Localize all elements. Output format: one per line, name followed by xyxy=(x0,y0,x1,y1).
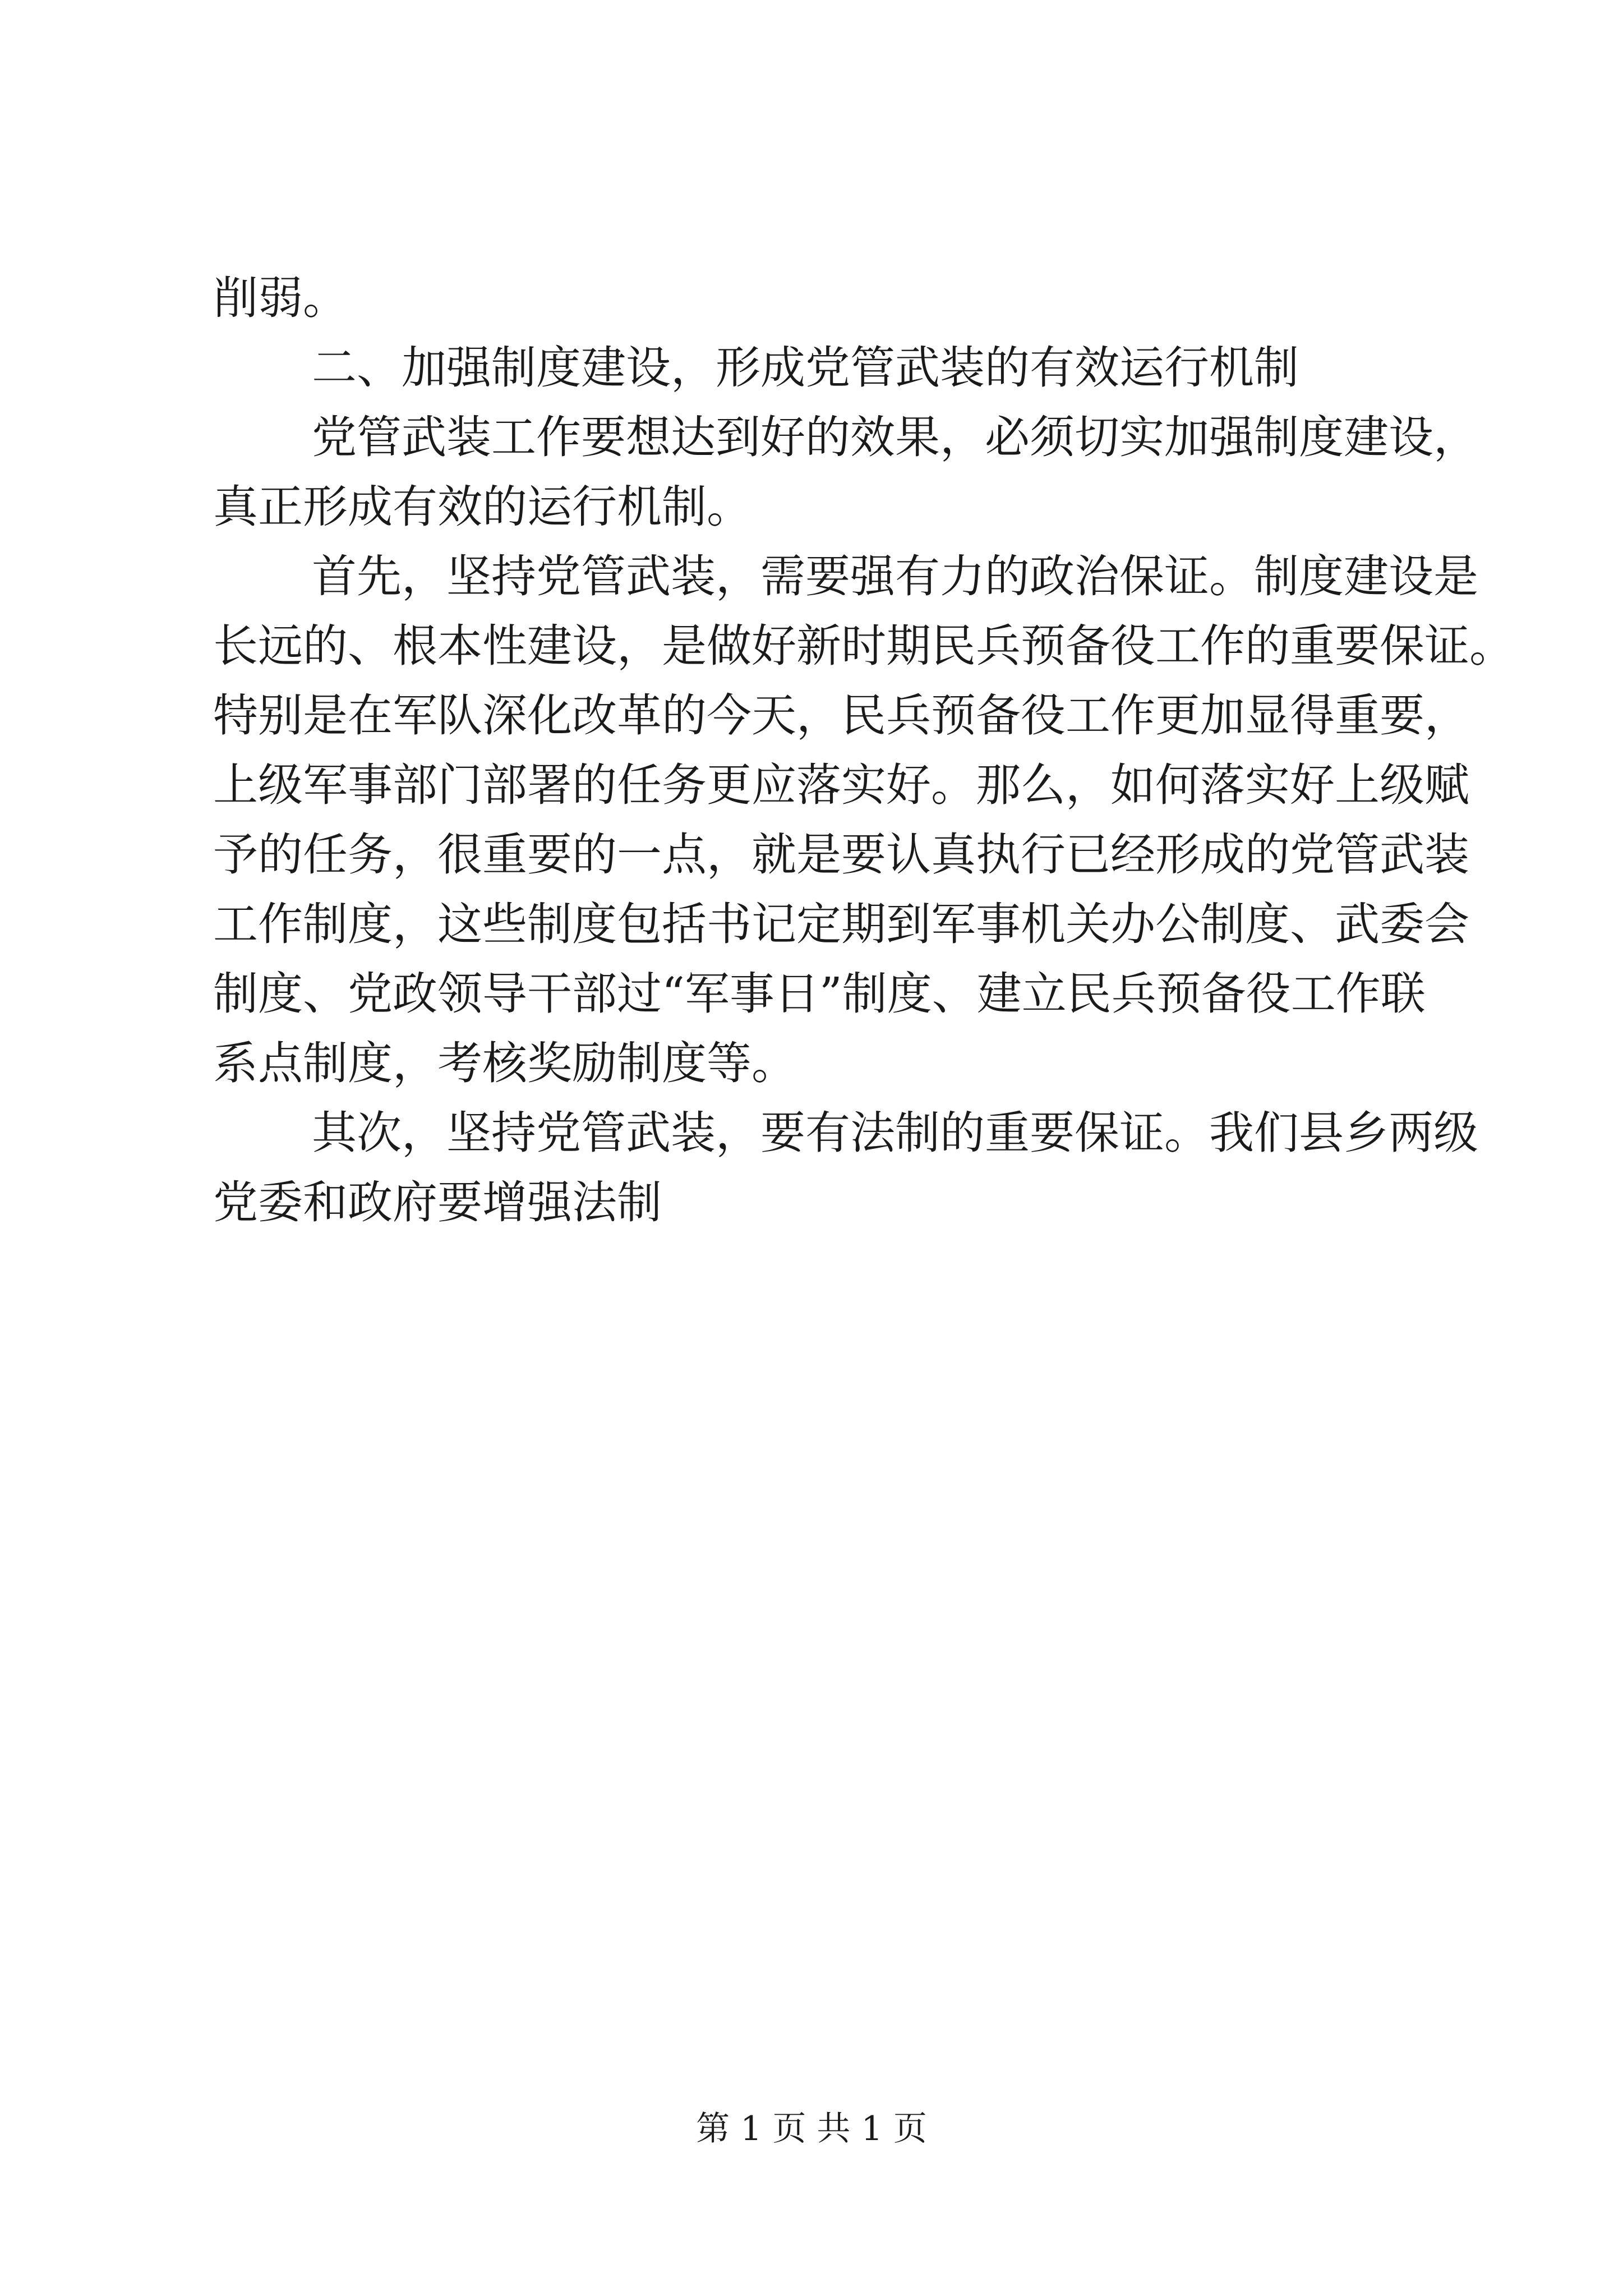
document-body xyxy=(213,264,1514,1237)
text-line: 真正形成有效的运行机制。 xyxy=(213,481,751,533)
page-footer: 第 1 页 共 1 页 xyxy=(696,2109,927,2148)
text-line: 特别是在军队深化改革的今天，民兵预备役工作更加显得重要， xyxy=(213,689,1469,742)
text-line: 制度、党政领导干部过“军事日”制度、建立民兵预备役工作联 xyxy=(213,968,1426,1020)
text-line: 上级军事部门部署的任务更应落实好。那么，如何落实好上级赋 xyxy=(213,759,1469,811)
text-line: 党委和政府要增强法制 xyxy=(213,1176,662,1228)
text-line: 长远的、根本性建设，是做好新时期民兵预备役工作的重要保证。 xyxy=(213,620,1514,672)
section-heading: 二、加强制度建设，形成党管武装的有效运行机制 xyxy=(312,342,1299,394)
text-line: 工作制度，这些制度包括书记定期到军事机关办公制度、武委会 xyxy=(213,898,1469,950)
text-line: 削弱。 xyxy=(213,272,348,324)
text-line: 予的任务，很重要的一点，就是要认真执行已经形成的党管武装 xyxy=(213,829,1469,881)
text-line: 其次，坚持党管武装，要有法制的重要保证。我们县乡两级 xyxy=(312,1107,1478,1159)
text-line: 首先，坚持党管武装，需要强有力的政治保证。制度建设是 xyxy=(312,550,1478,602)
text-line: 党管武装工作要想达到好的效果，必须切实加强制度建设， xyxy=(312,411,1478,463)
text-line: 系点制度，考核奖励制度等。 xyxy=(213,1037,796,1089)
